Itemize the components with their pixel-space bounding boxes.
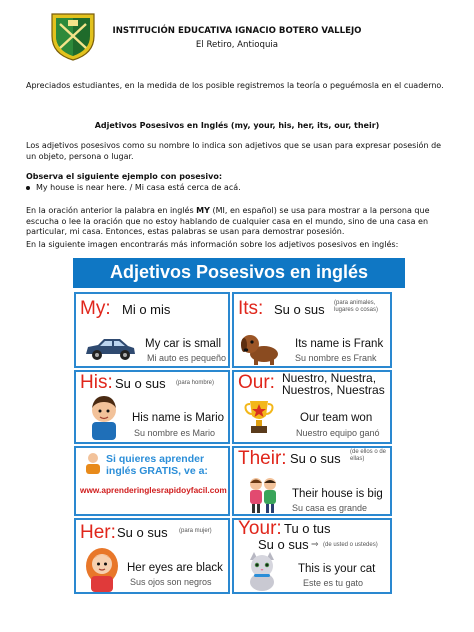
meaning-your: Tu o tus: [284, 521, 331, 536]
example-en-his: His name is Mario: [132, 412, 225, 424]
image-intro-paragraph: En la siguiente imagen encontrarás más información sobre los adjetivos posesivos en inglés:: [26, 240, 399, 249]
word-my: My:: [80, 298, 111, 319]
example-es-my: Mi auto es pequeño: [147, 353, 227, 363]
couple-icon: [246, 476, 280, 514]
example-text: My house is near here. / Mi casa está cerca de acá.: [36, 183, 241, 192]
meaning-my: Mi o mis: [122, 302, 171, 317]
school-location: El Retiro, Antioquia: [195, 40, 279, 50]
note-his: (para hombre): [176, 380, 215, 386]
example-en-their: Their house is big: [292, 488, 383, 500]
example-es-their: Su casa es grande: [292, 503, 368, 513]
school-crest-logo: [50, 10, 96, 62]
word-his: His:: [80, 372, 113, 393]
keyword-my: MY: [196, 206, 210, 215]
example-en-my: My car is small: [145, 338, 222, 350]
promo-line-1: Si quieres aprender: [106, 453, 205, 465]
word-her: Her:: [80, 522, 116, 543]
school-title: INSTITUCIÓN EDUCATIVA IGNACIO BOTERO VALLEJO: [112, 26, 362, 36]
note-your: (de usted o ustedes): [323, 542, 378, 548]
car-icon: [82, 336, 138, 362]
word-their: Their:: [238, 448, 287, 469]
note-its: (para animales, lugares o cosas): [334, 300, 379, 313]
example-es-its: Su nombre es Frank: [295, 353, 377, 363]
dog-icon: [238, 330, 282, 366]
word-your: Your:: [238, 518, 282, 539]
example-es-our: Nuestro equipo ganó: [296, 428, 380, 438]
trophy-icon: [244, 398, 274, 436]
boy-icon: [84, 392, 124, 440]
example-es-his: Su nombre es Mario: [134, 428, 216, 438]
note-their: (de ellos o de ellas): [350, 449, 387, 462]
bullet-icon: [26, 186, 30, 190]
example-list-item: [26, 183, 446, 194]
infographic-title: Adjetivos Posesivos en inglés: [109, 262, 369, 282]
example-en-our: Our team won: [300, 412, 373, 424]
definition-paragraph: Los adjetivos posesivos como su nombre lo indica son adjetivos que se usan para expresar posesión de un objeto, persona o lugar.: [26, 141, 442, 161]
meaning-their: Su o sus: [290, 451, 341, 466]
girl-icon: [82, 544, 122, 592]
arrow-icon: ⇒: [311, 540, 319, 550]
word-its: Its:: [238, 298, 264, 319]
example-en-her: Her eyes are black: [127, 562, 223, 574]
meaning-her: Su o sus: [117, 525, 168, 540]
promo-line-2: inglés GRATIS, ve a:: [106, 465, 208, 477]
meaning-its: Su o sus: [274, 302, 325, 317]
word-our: Our:: [238, 372, 275, 393]
example-en-its: Its name is Frank: [295, 338, 384, 350]
intro-paragraph: Apreciados estudiantes, en la medida de los posible registremos la teoría o peguémosla en el cuaderno.: [26, 81, 444, 90]
note-her: (para mujer): [179, 528, 212, 534]
example-heading: Observa el siguiente ejemplo con posesivo:: [26, 172, 223, 181]
meaning-your-formal: Su o sus: [258, 537, 309, 552]
meaning-his: Su o sus: [115, 376, 166, 391]
meaning-our: Nuestro, Nuestra, Nuestros, Nuestras: [282, 371, 385, 397]
example-en-your: This is your cat: [298, 563, 376, 575]
example-es-your: Este es tu gato: [303, 578, 364, 588]
section-title: Adjetivos Posesivos en Inglés (my, your, his, her, its, our, their): [94, 121, 380, 130]
explanation-paragraph: En la oración anterior la palabra en inglés MY (MI, en español) se usa para mostrar a la persona que escucha o lee la oración que no estoy hablando de cualquier casa en el mundo, sino de una casa en particular, mi casa. Entonces, estas palabras se usan para demostrar posesión.: [26, 206, 430, 236]
example-es-her: Sus ojos son negros: [130, 577, 212, 587]
promo-url-link[interactable]: www.aprenderinglesrapidoyfacil.com: [80, 485, 227, 495]
cat-icon: [244, 552, 280, 592]
person-icon: [83, 452, 103, 474]
